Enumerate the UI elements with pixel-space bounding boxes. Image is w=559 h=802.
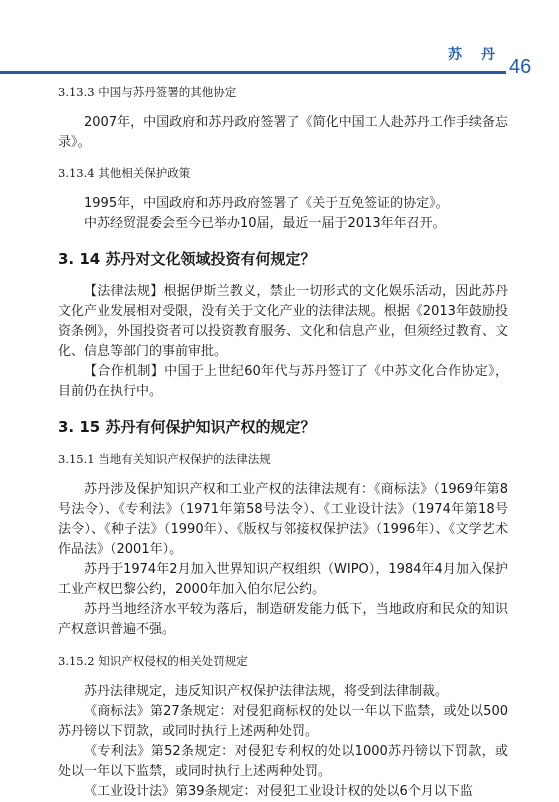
paragraph: 中苏经贸混委会至今已举办10届，最近一届于2013年年召开。: [84, 216, 446, 231]
paragraph: 苏丹涉及保护知识产权和工业产权的法律法规有：《商标法》（1969年第8号法令）、《专利法》（1971年第58号法令）、《工业设计法》（1974年第18号法令）、《种子法》（1990年）、《版权与邻接权保护法》（1996年）、《文学艺术作品法》（2001年）。: [58, 482, 508, 557]
paragraph: 苏丹法律规定，违反知识产权保护法律法规，将受到法律制裁。: [84, 684, 449, 699]
page-header: [0, 0, 559, 82]
paragraph: 1995年，中国政府和苏丹政府签署了《关于互免签证的协定》。: [84, 196, 449, 211]
page-number: 46: [509, 56, 532, 78]
header-rule: [0, 71, 506, 74]
section-heading: 3. 14 苏丹对文化领域投资有何规定？: [58, 250, 316, 268]
document-body: [58, 85, 508, 802]
subsection-heading: 3.15.1 当地有关知识产权保护的法律法规: [58, 452, 271, 466]
subsection-heading: 3.13.4 其他相关保护政策: [58, 166, 191, 180]
paragraph: 苏丹当地经济水平较为落后，制造研发能力低下，当地政府和民众的知识产权意识普遍不强。: [58, 602, 508, 637]
paragraph: 2007年，中国政府和苏丹政府签署了《简化中国工人赴苏丹工作手续备忘录》。: [58, 115, 508, 150]
paragraph: 《工业设计法》第39条规定：对侵犯工业设计权的处以6个月以下监: [84, 784, 473, 799]
paragraph: 【法律法规】根据伊斯兰教义，禁止一切形式的文化娱乐活动，因此苏丹文化产业发展相对受限，没有关于文化产业的法律法规。根据《2013年鼓励投资条例》，外国投资者可以投资教育服务、文化和信息产业，但须经过教育、文化、信息等部门的事前审批。: [58, 284, 508, 359]
section-heading: 3. 15 苏丹有何保护知识产权的规定？: [58, 418, 316, 436]
paragraph: 《商标法》第27条规定：对侵犯商标权的处以一年以下监禁，或处以500苏丹镑以下罚款，或同时执行上述两种处罚。: [58, 704, 508, 739]
subsection-heading: 3.13.3 中国与苏丹签署的其他协定: [58, 85, 237, 99]
paragraph: 苏丹于1974年2月加入世界知识产权组织（WIPO），1984年4月加入保护工业产权巴黎公约，2000年加入伯尔尼公约。: [58, 562, 508, 597]
paragraph: 【合作机制】中国于上世纪60年代与苏丹签订了《中苏文化合作协定》，目前仍在执行中。: [58, 364, 508, 399]
paragraph: 《专利法》第52条规定：对侵犯专利权的处以1000苏丹镑以下罚款，或处以一年以下监禁，或同时执行上述两种处罚。: [58, 744, 508, 779]
running-header-title: 苏 丹: [448, 47, 502, 63]
subsection-heading: 3.15.2 知识产权侵权的相关处罚规定: [58, 654, 248, 668]
